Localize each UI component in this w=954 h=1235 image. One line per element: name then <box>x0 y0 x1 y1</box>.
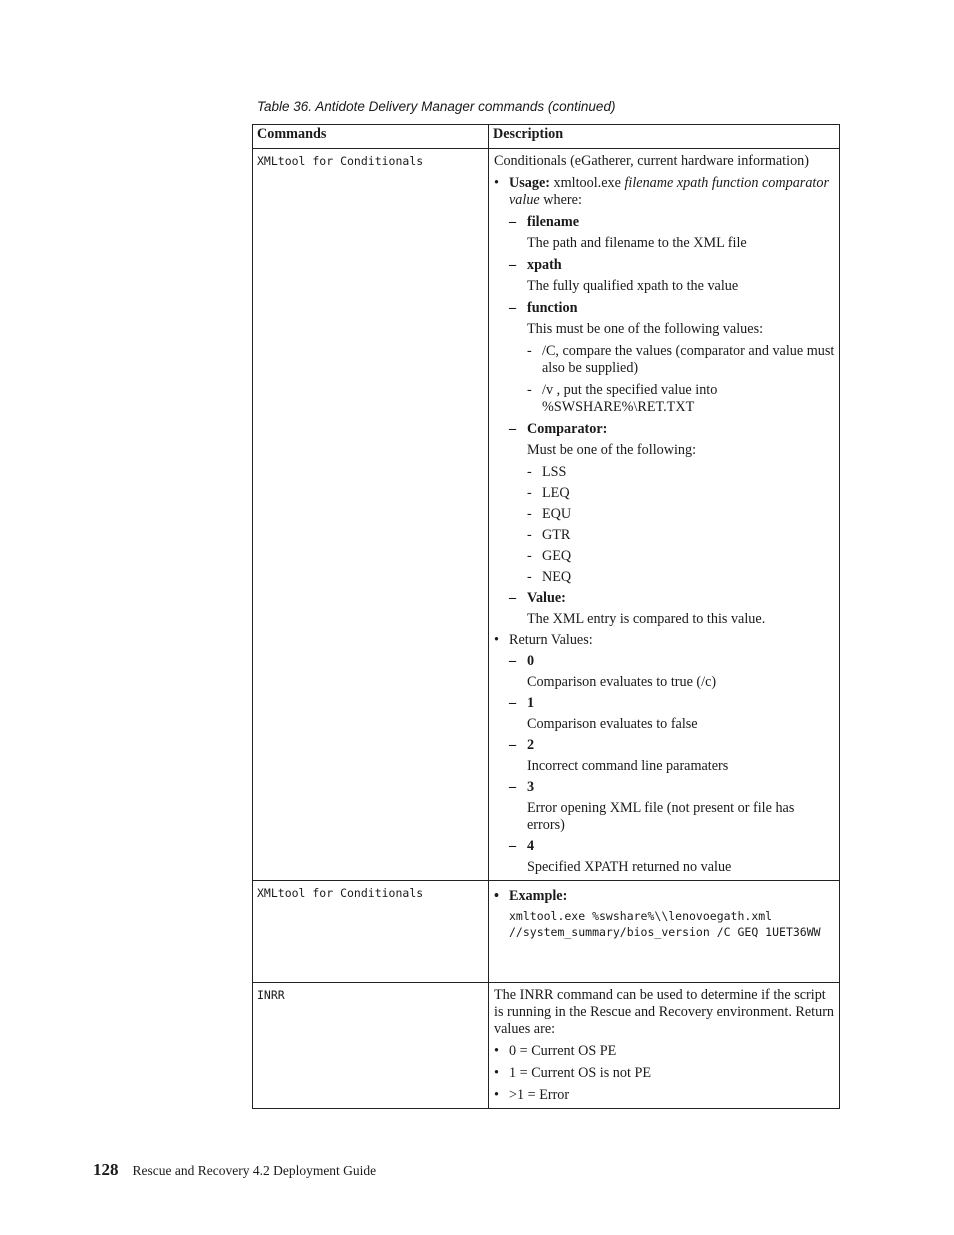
return-desc: Comparison evaluates to true (/c) <box>527 674 717 690</box>
table-row <box>253 149 840 881</box>
return-code: – 4 <box>494 838 835 855</box>
option-item: - EQU <box>494 506 835 523</box>
param-name: – Value: <box>494 590 835 607</box>
description-cell <box>489 881 840 983</box>
description-cell <box>489 149 840 881</box>
param-name: – function <box>494 300 835 317</box>
description-intro: The INRR command can be used to determine if the script is running in the Rescue and Recovery environment. Return values are: <box>494 987 835 1037</box>
command-cell: XMLtool for Conditionals <box>253 881 489 983</box>
option-item: - /C, compare the values (comparator and value must also be supplied) <box>494 343 835 377</box>
usage-args: filename xpath function comparator value <box>509 175 829 208</box>
param-desc: The path and filename to the XML file <box>527 235 747 251</box>
param-desc: This must be one of the following values: <box>527 321 764 337</box>
return-code: – 2 <box>494 737 835 754</box>
column-header-description: Description <box>489 125 840 149</box>
table-row <box>253 983 840 1109</box>
page-footer <box>93 1160 376 1180</box>
option-item: - GEQ <box>494 548 835 565</box>
return-desc: Comparison evaluates to false <box>527 716 698 732</box>
param-name: – Comparator: <box>494 421 835 438</box>
option-item: - LSS <box>494 464 835 481</box>
param-name: – filename <box>494 214 835 231</box>
usage-text: xmltool.exe <box>549 175 625 191</box>
footer-title: Rescue and Recovery 4.2 Deployment Guide <box>132 1163 377 1178</box>
return-code: – 1 <box>494 695 835 712</box>
return-code: – 0 <box>494 653 835 670</box>
usage-label: Usage: <box>509 175 550 191</box>
example-code-line: xmltool.exe %swshare%\\lenovoegath.xml <box>509 909 773 923</box>
list-item: • 0 = Current OS PE <box>494 1043 835 1060</box>
return-desc: Incorrect command line paramaters <box>527 758 729 774</box>
example-code-line: //system_summary/bios_version /C GEQ 1UET36WW <box>509 924 821 939</box>
option-item: - LEQ <box>494 485 835 502</box>
table-header-row <box>253 125 840 149</box>
description-intro: Conditionals (eGatherer, current hardware information) <box>494 153 809 169</box>
option-item: - /v , put the specified value into %SWSHARE%\RET.TXT <box>494 382 835 416</box>
return-desc: Specified XPATH returned no value <box>527 859 732 875</box>
list-item: • >1 = Error <box>494 1087 835 1104</box>
option-item: - GTR <box>494 527 835 544</box>
param-desc: Must be one of the following: <box>527 442 697 458</box>
command-cell: XMLtool for Conditionals <box>253 149 489 881</box>
command-cell: INRR <box>253 983 489 1109</box>
param-desc: The XML entry is compared to this value. <box>527 611 766 627</box>
option-item: - NEQ <box>494 569 835 586</box>
usage-suffix: where: <box>539 192 582 208</box>
commands-table <box>252 124 840 1109</box>
usage-bullet <box>494 175 835 209</box>
param-name: – xpath <box>494 257 835 274</box>
param-desc: The fully qualified xpath to the value <box>527 278 739 294</box>
table-caption: Table 36. Antidote Delivery Manager commands (continued) <box>257 99 616 114</box>
list-item: • 1 = Current OS is not PE <box>494 1065 835 1082</box>
example-bullet: • Example: <box>494 888 835 905</box>
page-number: 128 <box>93 1160 119 1179</box>
return-desc: Error opening XML file (not present or file has errors) <box>527 800 795 833</box>
table-row <box>253 881 840 983</box>
return-values-bullet: • Return Values: <box>494 632 835 649</box>
return-code: – 3 <box>494 779 835 796</box>
column-header-commands: Commands <box>253 125 489 149</box>
description-cell <box>489 983 840 1109</box>
